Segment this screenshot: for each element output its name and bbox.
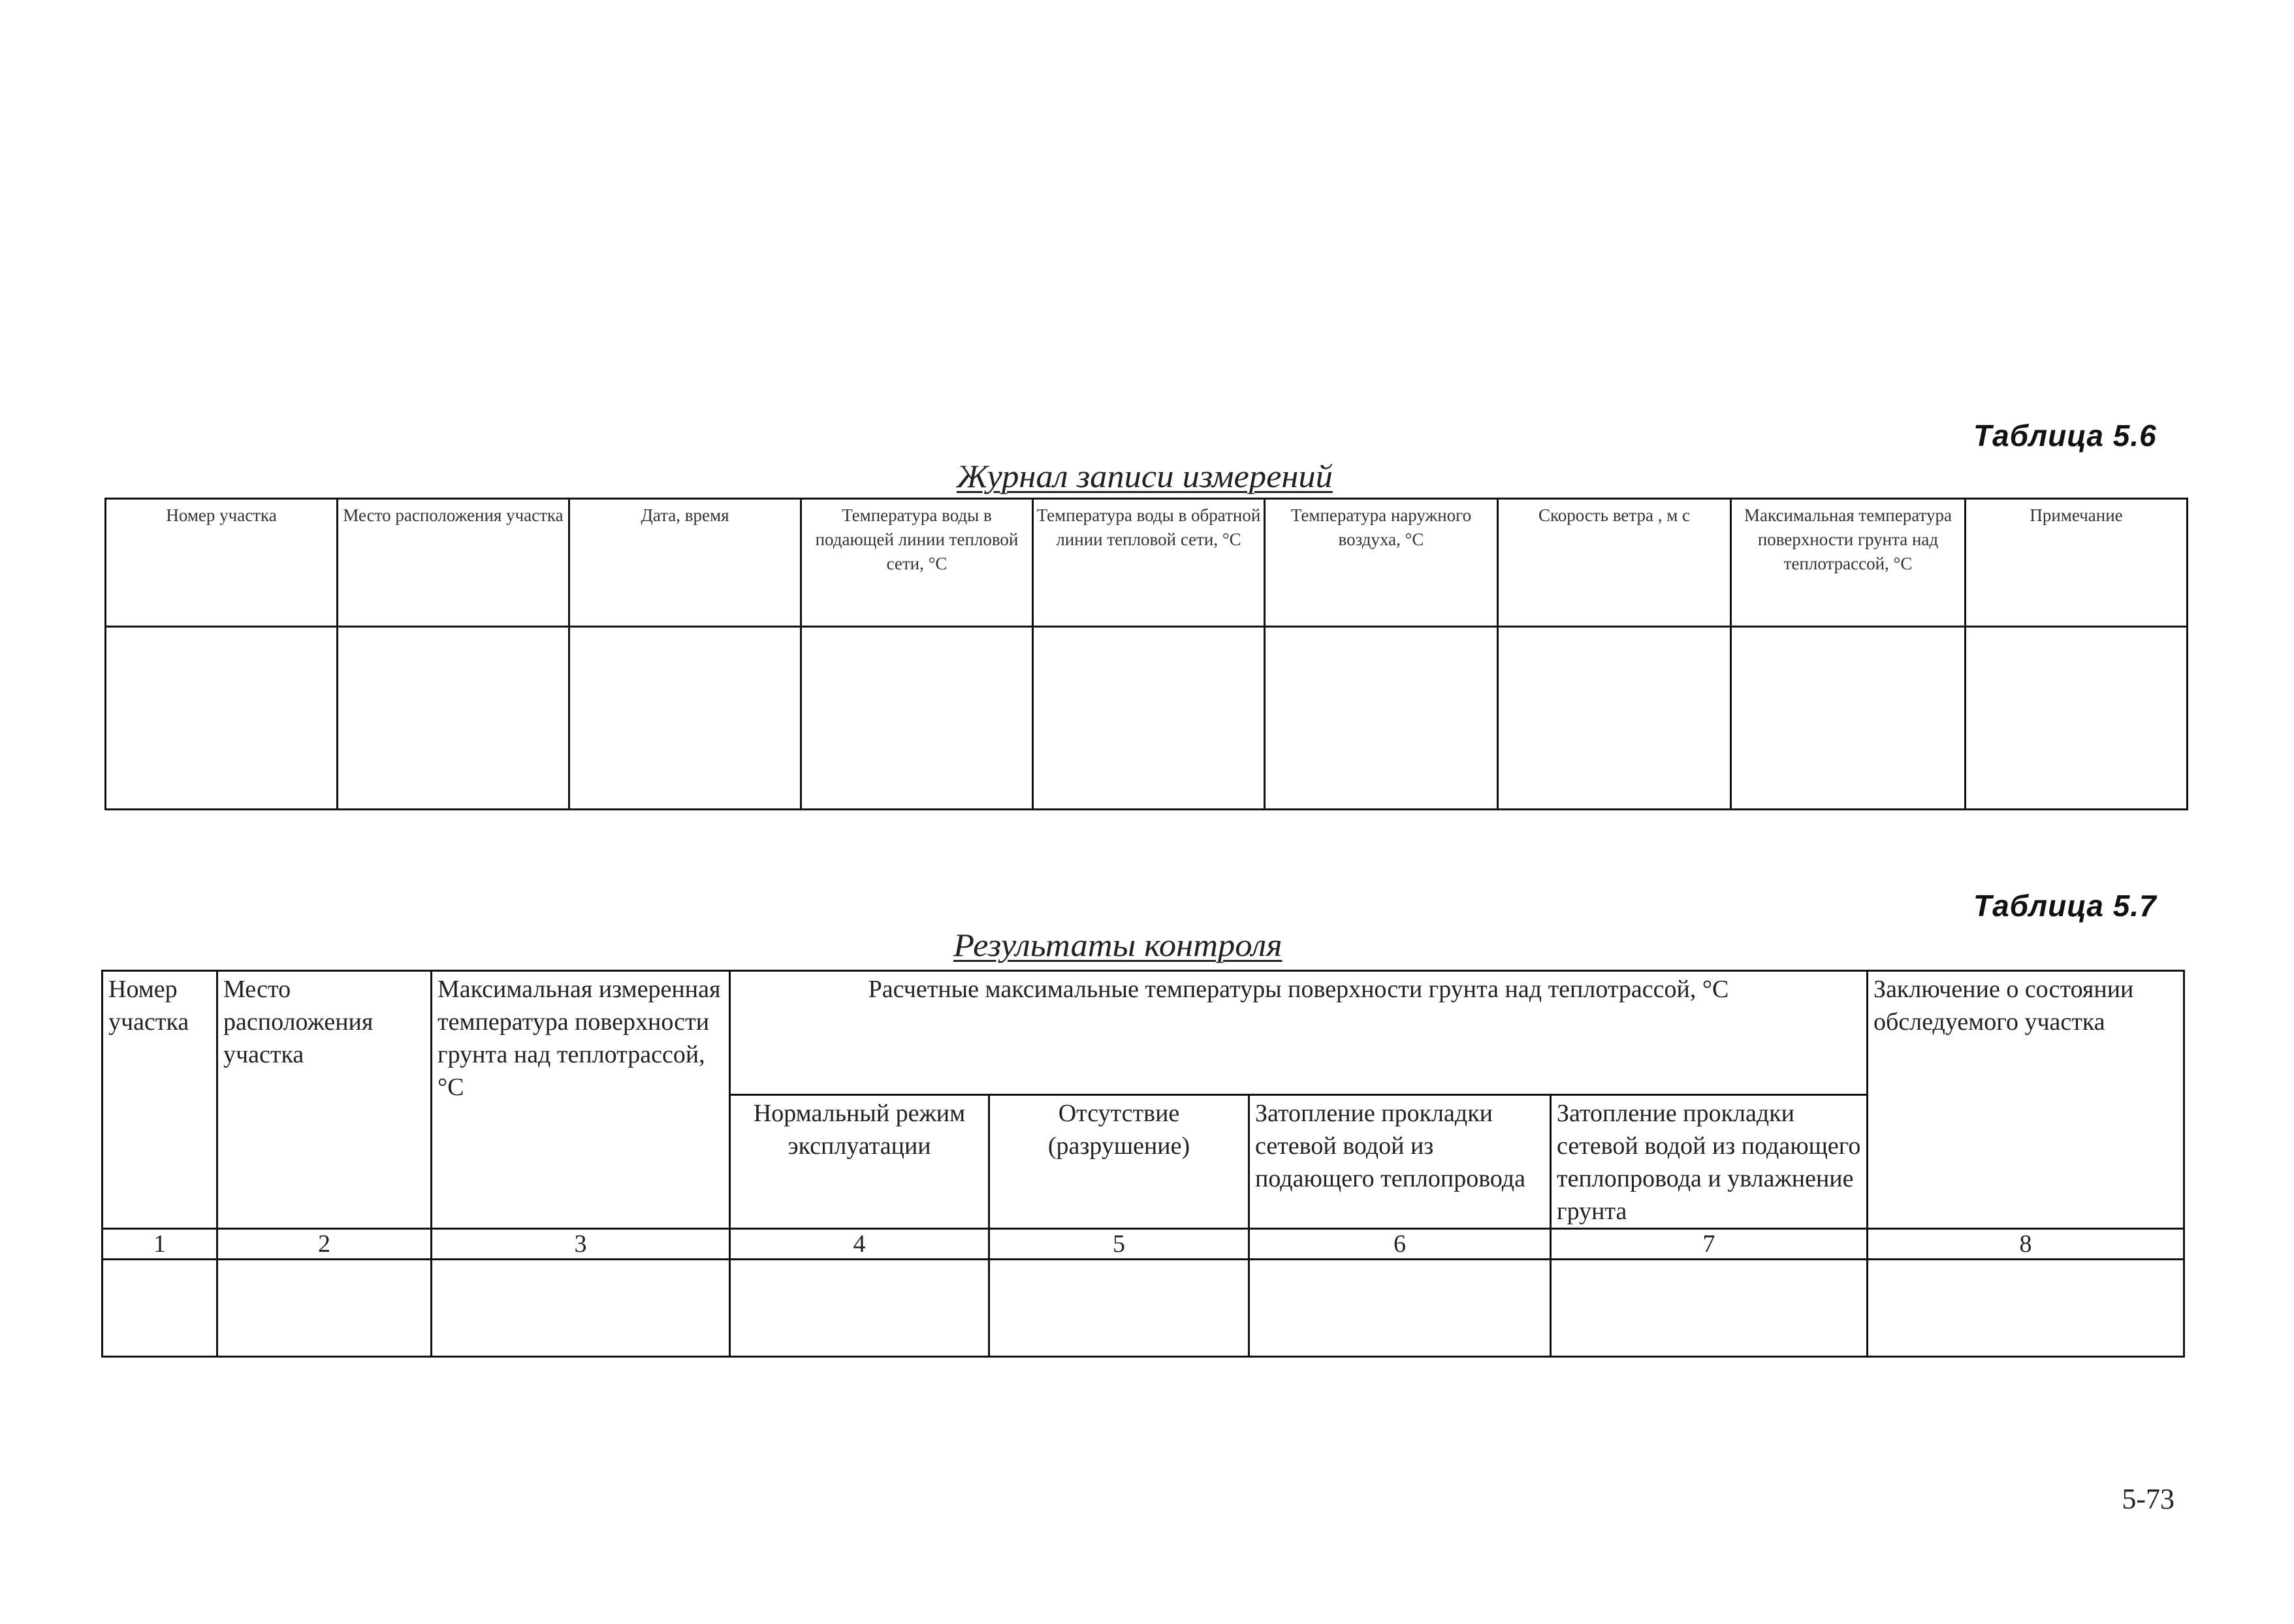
measurements-log-table: [104, 498, 2188, 810]
table-cell: [730, 1260, 989, 1357]
table-header-row: [103, 971, 2184, 1095]
page-number: 5-73: [2122, 1483, 2175, 1515]
subheader-cell: Затопление прокладки сетевой водой из подающего теплопровода: [1249, 1095, 1551, 1229]
subheader-cell: Затопление прокладки сетевой водой из подающего теплопровода и увлажнение грунта: [1551, 1095, 1868, 1229]
column-number-cell: 7: [1551, 1229, 1868, 1260]
header-cell: Температура воды в подающей линии тепловой сети, °С: [801, 499, 1033, 627]
header-cell: Максимальная температура поверхности грунта над теплотрассой, °С: [1731, 499, 1966, 627]
table-5-6-title: Журнал записи измерений: [957, 458, 1333, 494]
column-number-cell: 1: [103, 1229, 217, 1260]
header-cell: Номер участка: [106, 499, 338, 627]
table-cell: [569, 627, 801, 810]
table-cell: [338, 627, 569, 810]
table-cell: [1033, 627, 1265, 810]
header-cell: Заключение о состоянии обследуемого участка: [1868, 971, 2184, 1229]
header-cell: Номер участка: [103, 971, 217, 1229]
subheader-cell: Отсутствие (разрушение): [989, 1095, 1249, 1229]
table-5-7-title: Результаты контроля: [953, 927, 1282, 963]
table-cell: [1966, 627, 2188, 810]
column-number-row: [103, 1229, 2184, 1260]
header-cell: Максимальная измеренная температура поверхности грунта над теплотрассой, °С: [432, 971, 730, 1229]
column-number-cell: 4: [730, 1229, 989, 1260]
table-cell: [1265, 627, 1498, 810]
header-cell: Дата, время: [569, 499, 801, 627]
column-number-cell: 2: [217, 1229, 432, 1260]
column-number-cell: 3: [432, 1229, 730, 1260]
table-cell: [432, 1260, 730, 1357]
table-cell: [1551, 1260, 1868, 1357]
table-cell: [106, 627, 338, 810]
table-5-7-label: Таблица 5.7: [1973, 889, 2157, 923]
header-cell: Температура воды в обратной линии тепловой сети, °С: [1033, 499, 1265, 627]
table-cell: [1498, 627, 1731, 810]
header-cell: Скорость ветра , м с: [1498, 499, 1731, 627]
subheader-cell: Нормальный режим эксплуатации: [730, 1095, 989, 1229]
header-cell: Место расположения участка: [338, 499, 569, 627]
header-cell: Место расположения участка: [217, 971, 432, 1229]
column-number-cell: 6: [1249, 1229, 1551, 1260]
table-header-row: [106, 499, 2188, 627]
column-number-cell: 5: [989, 1229, 1249, 1260]
table-cell: [217, 1260, 432, 1357]
table-cell: [801, 627, 1033, 810]
table-cell: [103, 1260, 217, 1357]
header-cell: Примечание: [1966, 499, 2188, 627]
table-row: [106, 627, 2188, 810]
column-number-cell: 8: [1868, 1229, 2184, 1260]
control-results-table: [101, 970, 2185, 1358]
table-cell: [1731, 627, 1966, 810]
header-cell: Температура наружного воздуха, °С: [1265, 499, 1498, 627]
table-row: [103, 1260, 2184, 1357]
table-5-6-label: Таблица 5.6: [1973, 419, 2157, 453]
table-cell: [989, 1260, 1249, 1357]
header-group-cell: Расчетные максимальные температуры поверхности грунта над теплотрассой, °С: [730, 971, 1868, 1095]
table-cell: [1868, 1260, 2184, 1357]
table-cell: [1249, 1260, 1551, 1357]
